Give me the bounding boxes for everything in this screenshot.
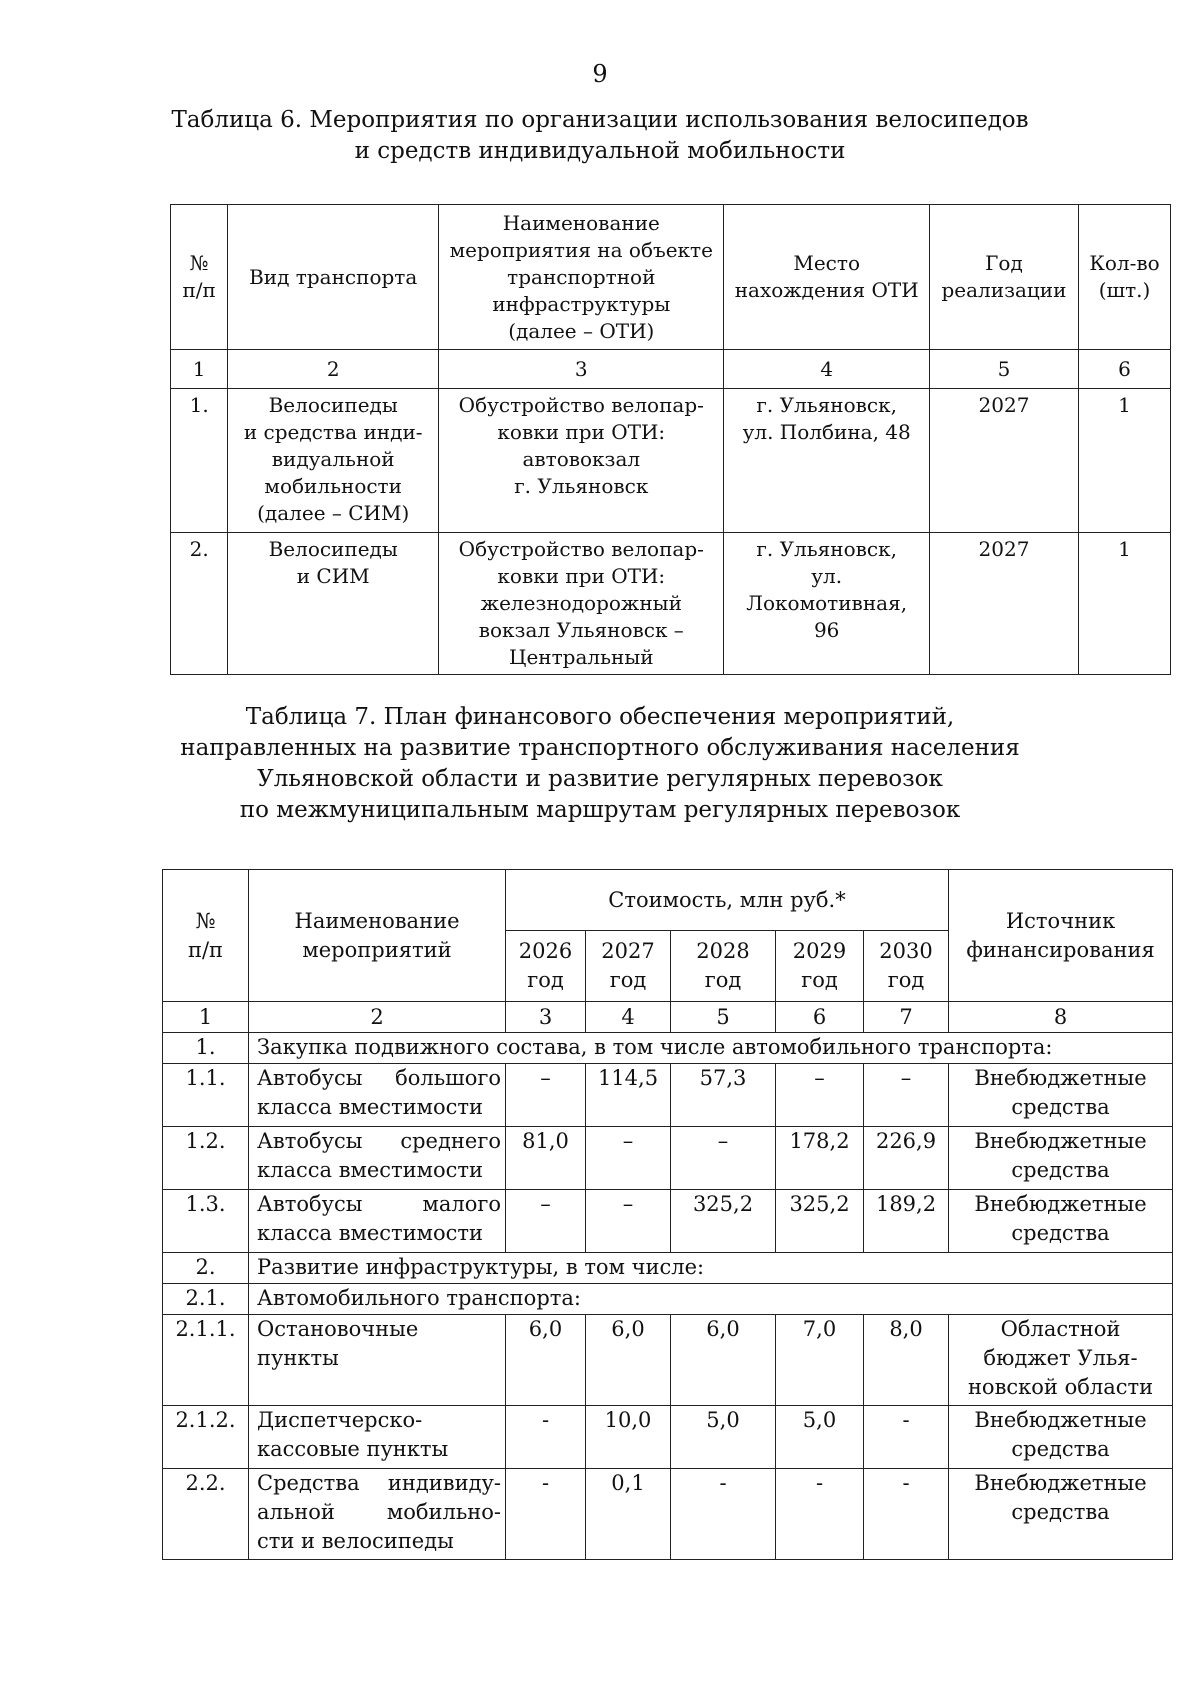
table6-caption — [0, 105, 1200, 167]
column-number: 1 — [171, 350, 228, 389]
row-transport: Велосипеды и СИМ — [228, 533, 439, 675]
column-number-row — [163, 1002, 1173, 1033]
header-source: Источник финансирования — [949, 870, 1173, 1002]
column-number: 2 — [228, 350, 439, 389]
table7-caption — [0, 702, 1200, 826]
caption-line: Таблица 7. План финансового обеспечения мероприятий, — [245, 704, 955, 730]
column-number: 7 — [864, 1002, 949, 1033]
header-year: 2027 год — [586, 931, 671, 1002]
row-name: Диспетчерско- кассовые пункты — [249, 1406, 506, 1469]
header-num: № п/п — [171, 205, 228, 350]
value-2028: 325,2 — [671, 1190, 776, 1253]
table6 — [170, 204, 1171, 675]
section-title: Закупка подвижного состава, в том числе автомобильного транспорта: — [249, 1033, 1173, 1064]
row-name: Автобусы большого класса вместимости — [249, 1064, 506, 1127]
value-2030: 189,2 — [864, 1190, 949, 1253]
section-row — [163, 1253, 1173, 1284]
section-title: Автомобильного транспорта: — [249, 1284, 1173, 1315]
row-source: Внебюджетные средства — [949, 1127, 1173, 1190]
value-2028: 57,3 — [671, 1064, 776, 1127]
value-2030: - — [864, 1406, 949, 1469]
value-2026: 6,0 — [506, 1315, 586, 1406]
column-number: 8 — [949, 1002, 1173, 1033]
value-2027: – — [586, 1190, 671, 1253]
value-2027: 10,0 — [586, 1406, 671, 1469]
row-location: г. Ульяновск, ул. Полбина, 48 — [724, 389, 929, 533]
caption-line: и средств индивидуальной мобильности — [354, 138, 846, 164]
table-row — [163, 1315, 1173, 1406]
header-cost: Стоимость, млн руб.* — [506, 870, 949, 931]
row-name: Средства индивиду- альной мобильно- сти и велосипеды — [249, 1469, 506, 1560]
row-num: 2.1.2. — [163, 1406, 249, 1469]
header-year: Год реализации — [929, 205, 1078, 350]
value-2027: 6,0 — [586, 1315, 671, 1406]
row-num: 1.1. — [163, 1064, 249, 1127]
table-row — [163, 1190, 1173, 1253]
column-number: 6 — [1079, 350, 1171, 389]
table6-header-row — [171, 205, 1171, 350]
value-2030: 226,9 — [864, 1127, 949, 1190]
caption-line: Таблица 6. Мероприятия по организации использования велосипедов — [171, 107, 1029, 133]
page-number: 9 — [592, 60, 608, 88]
value-2030: – — [864, 1064, 949, 1127]
table-row — [163, 1406, 1173, 1469]
header-year: 2029 год — [776, 931, 864, 1002]
table-row — [163, 1469, 1173, 1560]
table-row — [163, 1127, 1173, 1190]
value-2029: 178,2 — [776, 1127, 864, 1190]
row-source: Внебюджетные средства — [949, 1190, 1173, 1253]
value-2028: – — [671, 1127, 776, 1190]
header-year: 2028 год — [671, 931, 776, 1002]
value-2026: - — [506, 1469, 586, 1560]
column-number: 1 — [163, 1002, 249, 1033]
row-year: 2027 — [929, 389, 1078, 533]
caption-line: по межмуниципальным маршрутам регулярных перевозок — [239, 797, 961, 823]
row-num: 1.2. — [163, 1127, 249, 1190]
row-location: г. Ульяновск, ул. Локомотивная, 96 — [724, 533, 929, 675]
row-count: 1 — [1079, 533, 1171, 675]
row-measure: Обустройство велопар- ковки при ОТИ: железнодорожный вокзал Ульяновск – Центральный — [439, 533, 724, 675]
row-year: 2027 — [929, 533, 1078, 675]
value-2026: 81,0 — [506, 1127, 586, 1190]
column-number: 3 — [506, 1002, 586, 1033]
row-num: 2. — [171, 533, 228, 675]
row-transport: Велосипеды и средства инди- видуальной мобильности (далее – СИМ) — [228, 389, 439, 533]
header-name: Наименование мероприятий — [249, 870, 506, 1002]
column-number: 2 — [249, 1002, 506, 1033]
section-title: Развитие инфраструктуры, в том числе: — [249, 1253, 1173, 1284]
value-2029: – — [776, 1064, 864, 1127]
row-source: Областной бюджет Улья- новской области — [949, 1315, 1173, 1406]
value-2026: – — [506, 1190, 586, 1253]
value-2026: – — [506, 1064, 586, 1127]
column-number: 4 — [724, 350, 929, 389]
table7-header-row — [163, 870, 1173, 931]
table7 — [162, 869, 1173, 1560]
row-name: Остановочные пункты — [249, 1315, 506, 1406]
row-source: Внебюджетные средства — [949, 1469, 1173, 1560]
value-2029: 7,0 — [776, 1315, 864, 1406]
table-row — [171, 533, 1171, 675]
value-2029: 5,0 — [776, 1406, 864, 1469]
section-row — [163, 1284, 1173, 1315]
table-row — [171, 389, 1171, 533]
caption-line: направленных на развитие транспортного обслуживания населения — [180, 735, 1020, 761]
row-measure: Обустройство велопар- ковки при ОТИ: автовокзал г. Ульяновск — [439, 389, 724, 533]
value-2029: - — [776, 1469, 864, 1560]
value-2028: - — [671, 1469, 776, 1560]
row-num: 2. — [163, 1253, 249, 1284]
header-transport: Вид транспорта — [228, 205, 439, 350]
value-2029: 325,2 — [776, 1190, 864, 1253]
row-source: Внебюджетные средства — [949, 1064, 1173, 1127]
column-number: 5 — [671, 1002, 776, 1033]
row-count: 1 — [1079, 389, 1171, 533]
column-number-row — [171, 350, 1171, 389]
header-measure: Наименование мероприятия на объекте транспортной инфраструктуры (далее – ОТИ) — [439, 205, 724, 350]
value-2027: 0,1 — [586, 1469, 671, 1560]
row-num: 2.2. — [163, 1469, 249, 1560]
header-year: 2026 год — [506, 931, 586, 1002]
row-num: 2.1. — [163, 1284, 249, 1315]
value-2028: 5,0 — [671, 1406, 776, 1469]
column-number: 5 — [929, 350, 1078, 389]
column-number: 3 — [439, 350, 724, 389]
value-2028: 6,0 — [671, 1315, 776, 1406]
row-name: Автобусы малого класса вместимости — [249, 1190, 506, 1253]
row-name: Автобусы среднего класса вместимости — [249, 1127, 506, 1190]
value-2027: – — [586, 1127, 671, 1190]
row-num: 2.1.1. — [163, 1315, 249, 1406]
column-number: 4 — [586, 1002, 671, 1033]
row-num: 1. — [163, 1033, 249, 1064]
caption-line: Ульяновской области и развитие регулярных перевозок — [257, 766, 943, 792]
header-location: Место нахождения ОТИ — [724, 205, 929, 350]
value-2030: 8,0 — [864, 1315, 949, 1406]
value-2027: 114,5 — [586, 1064, 671, 1127]
header-num: № п/п — [163, 870, 249, 1002]
row-num: 1. — [171, 389, 228, 533]
header-year: 2030 год — [864, 931, 949, 1002]
column-number: 6 — [776, 1002, 864, 1033]
header-count: Кол-во (шт.) — [1079, 205, 1171, 350]
row-source: Внебюджетные средства — [949, 1406, 1173, 1469]
value-2026: - — [506, 1406, 586, 1469]
table-row — [163, 1064, 1173, 1127]
value-2030: - — [864, 1469, 949, 1560]
row-num: 1.3. — [163, 1190, 249, 1253]
section-row — [163, 1033, 1173, 1064]
